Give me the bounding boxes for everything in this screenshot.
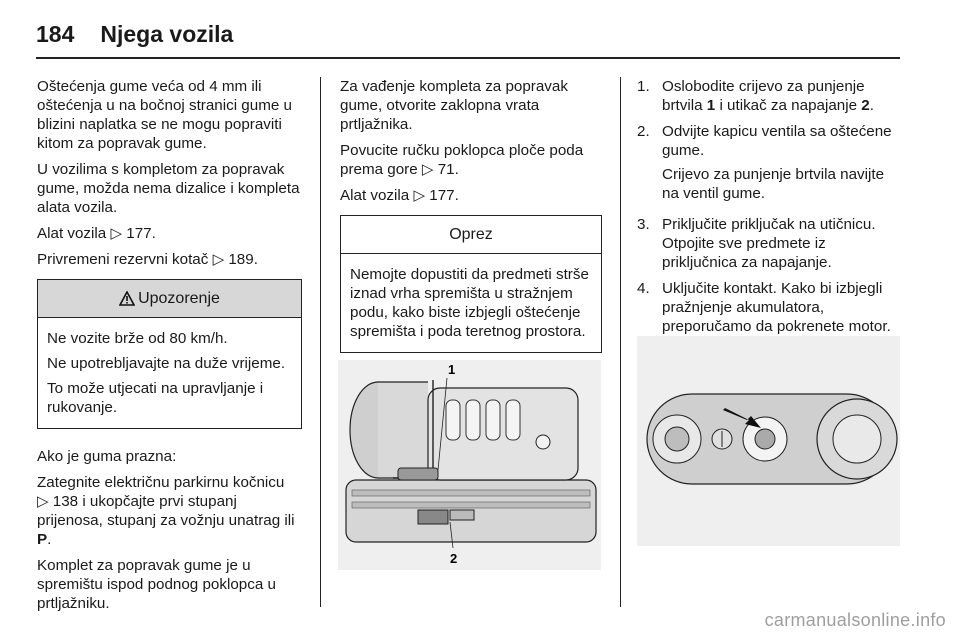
- caution-title: Oprez: [449, 226, 493, 243]
- paragraph: Oštećenja gume veća od 4 mm ili oštećenja u na bočnoj stranici gume u blizini naplatka se ne mogu popraviti kitom za popravak gume.: [37, 78, 292, 152]
- warning-line: To može utjecati na upravljanje i rukovanje.: [47, 380, 264, 416]
- paragraph: Povucite ručku poklopca ploče poda prema gore ▷ 71.: [340, 142, 584, 178]
- paragraph: Privremeni rezervni kotač ▷ 189.: [37, 251, 258, 268]
- power-socket-illustration: [637, 336, 900, 546]
- arrow-reference-icon: ▷: [212, 251, 225, 268]
- column-3: [637, 77, 903, 343]
- caution-header: [341, 216, 601, 254]
- page-reference[interactable]: 177.: [126, 225, 156, 242]
- page-title: Njega vozila: [100, 20, 234, 47]
- list-item: 1. Oslobodite crijevo za punjenje brtvila 1 i utikač za napajanje 2.: [637, 78, 874, 114]
- column-divider: [620, 77, 621, 607]
- warning-header: [38, 280, 301, 318]
- warning-title: Upozorenje: [138, 290, 220, 307]
- paragraph: Za vađenje kompleta za popravak gume, otvorite zaklopna vrata prtljažnika.: [340, 78, 568, 133]
- page-header: [36, 14, 233, 54]
- caution-box: [340, 215, 602, 353]
- list-item: 3. Priključite priključak na utičnicu. Otpojite sve predmete iz priključnica za napajanje.: [637, 216, 876, 271]
- paragraph: Alat vozila ▷ 177.: [37, 225, 156, 242]
- callout-1: 1: [448, 362, 456, 377]
- list-item: 2. Odvijte kapicu ventila sa oštećene gume. Crijevo za punjenje brtvila navijte na ventil gume.: [637, 123, 892, 202]
- paragraph: Ako je guma prazna:: [37, 448, 177, 465]
- caution-text: Nemojte dopustiti da predmeti strše iznad vrha spremišta u stražnjem podu, kako biste izbjegli oštećenje spremišta i poda teretnog prostora.: [350, 266, 589, 340]
- instruction-list: [637, 77, 903, 336]
- column-1: [37, 77, 302, 620]
- page-reference[interactable]: 177.: [429, 187, 459, 204]
- arrow-reference-icon: ▷: [110, 225, 123, 242]
- paragraph: U vozilima s kompletom za popravak gume, možda nema dizalice i kompleta alata vozila.: [37, 161, 300, 216]
- paragraph: Zategnite električnu parkirnu kočnicu ▷ 138 i ukopčajte prvi stupanj prijenosa, stupanj za vožnju unatrag ili P.: [37, 474, 295, 548]
- list-item: 4. Uključite kontakt. Kako bi izbjegli pražnjenje akumulatora, preporučamo da pokrenete motor.: [637, 280, 891, 335]
- callout-2: 2: [450, 551, 458, 566]
- paragraph: Alat vozila ▷ 177.: [340, 187, 459, 204]
- arrow-reference-icon: ▷: [37, 493, 49, 510]
- page-number: 184: [36, 20, 75, 47]
- warning-box: [37, 279, 302, 429]
- page-reference[interactable]: 189.: [228, 251, 258, 268]
- header-rule: [36, 57, 900, 59]
- arrow-reference-icon: ▷: [421, 161, 434, 178]
- page-reference: 138 i ukopčajte prvi stupanj prijenosa, stupanj za vožnju unatrag ili: [37, 493, 295, 529]
- page-reference[interactable]: 71.: [437, 161, 459, 178]
- paragraph: Komplet za popravak gume je u spremištu ispod podnog poklopca u prtljažniku.: [37, 557, 276, 612]
- warning-triangle-icon: [119, 291, 135, 306]
- warning-line: Ne vozite brže od 80 km/h.: [47, 330, 228, 347]
- arrow-reference-icon: ▷: [413, 187, 426, 204]
- column-divider: [320, 77, 321, 607]
- watermark: carmanualsonline.info: [764, 610, 946, 630]
- column-2: [340, 77, 602, 371]
- repair-kit-illustration: [338, 360, 601, 570]
- warning-line: Ne upotrebljavajte na duže vrijeme.: [47, 355, 286, 372]
